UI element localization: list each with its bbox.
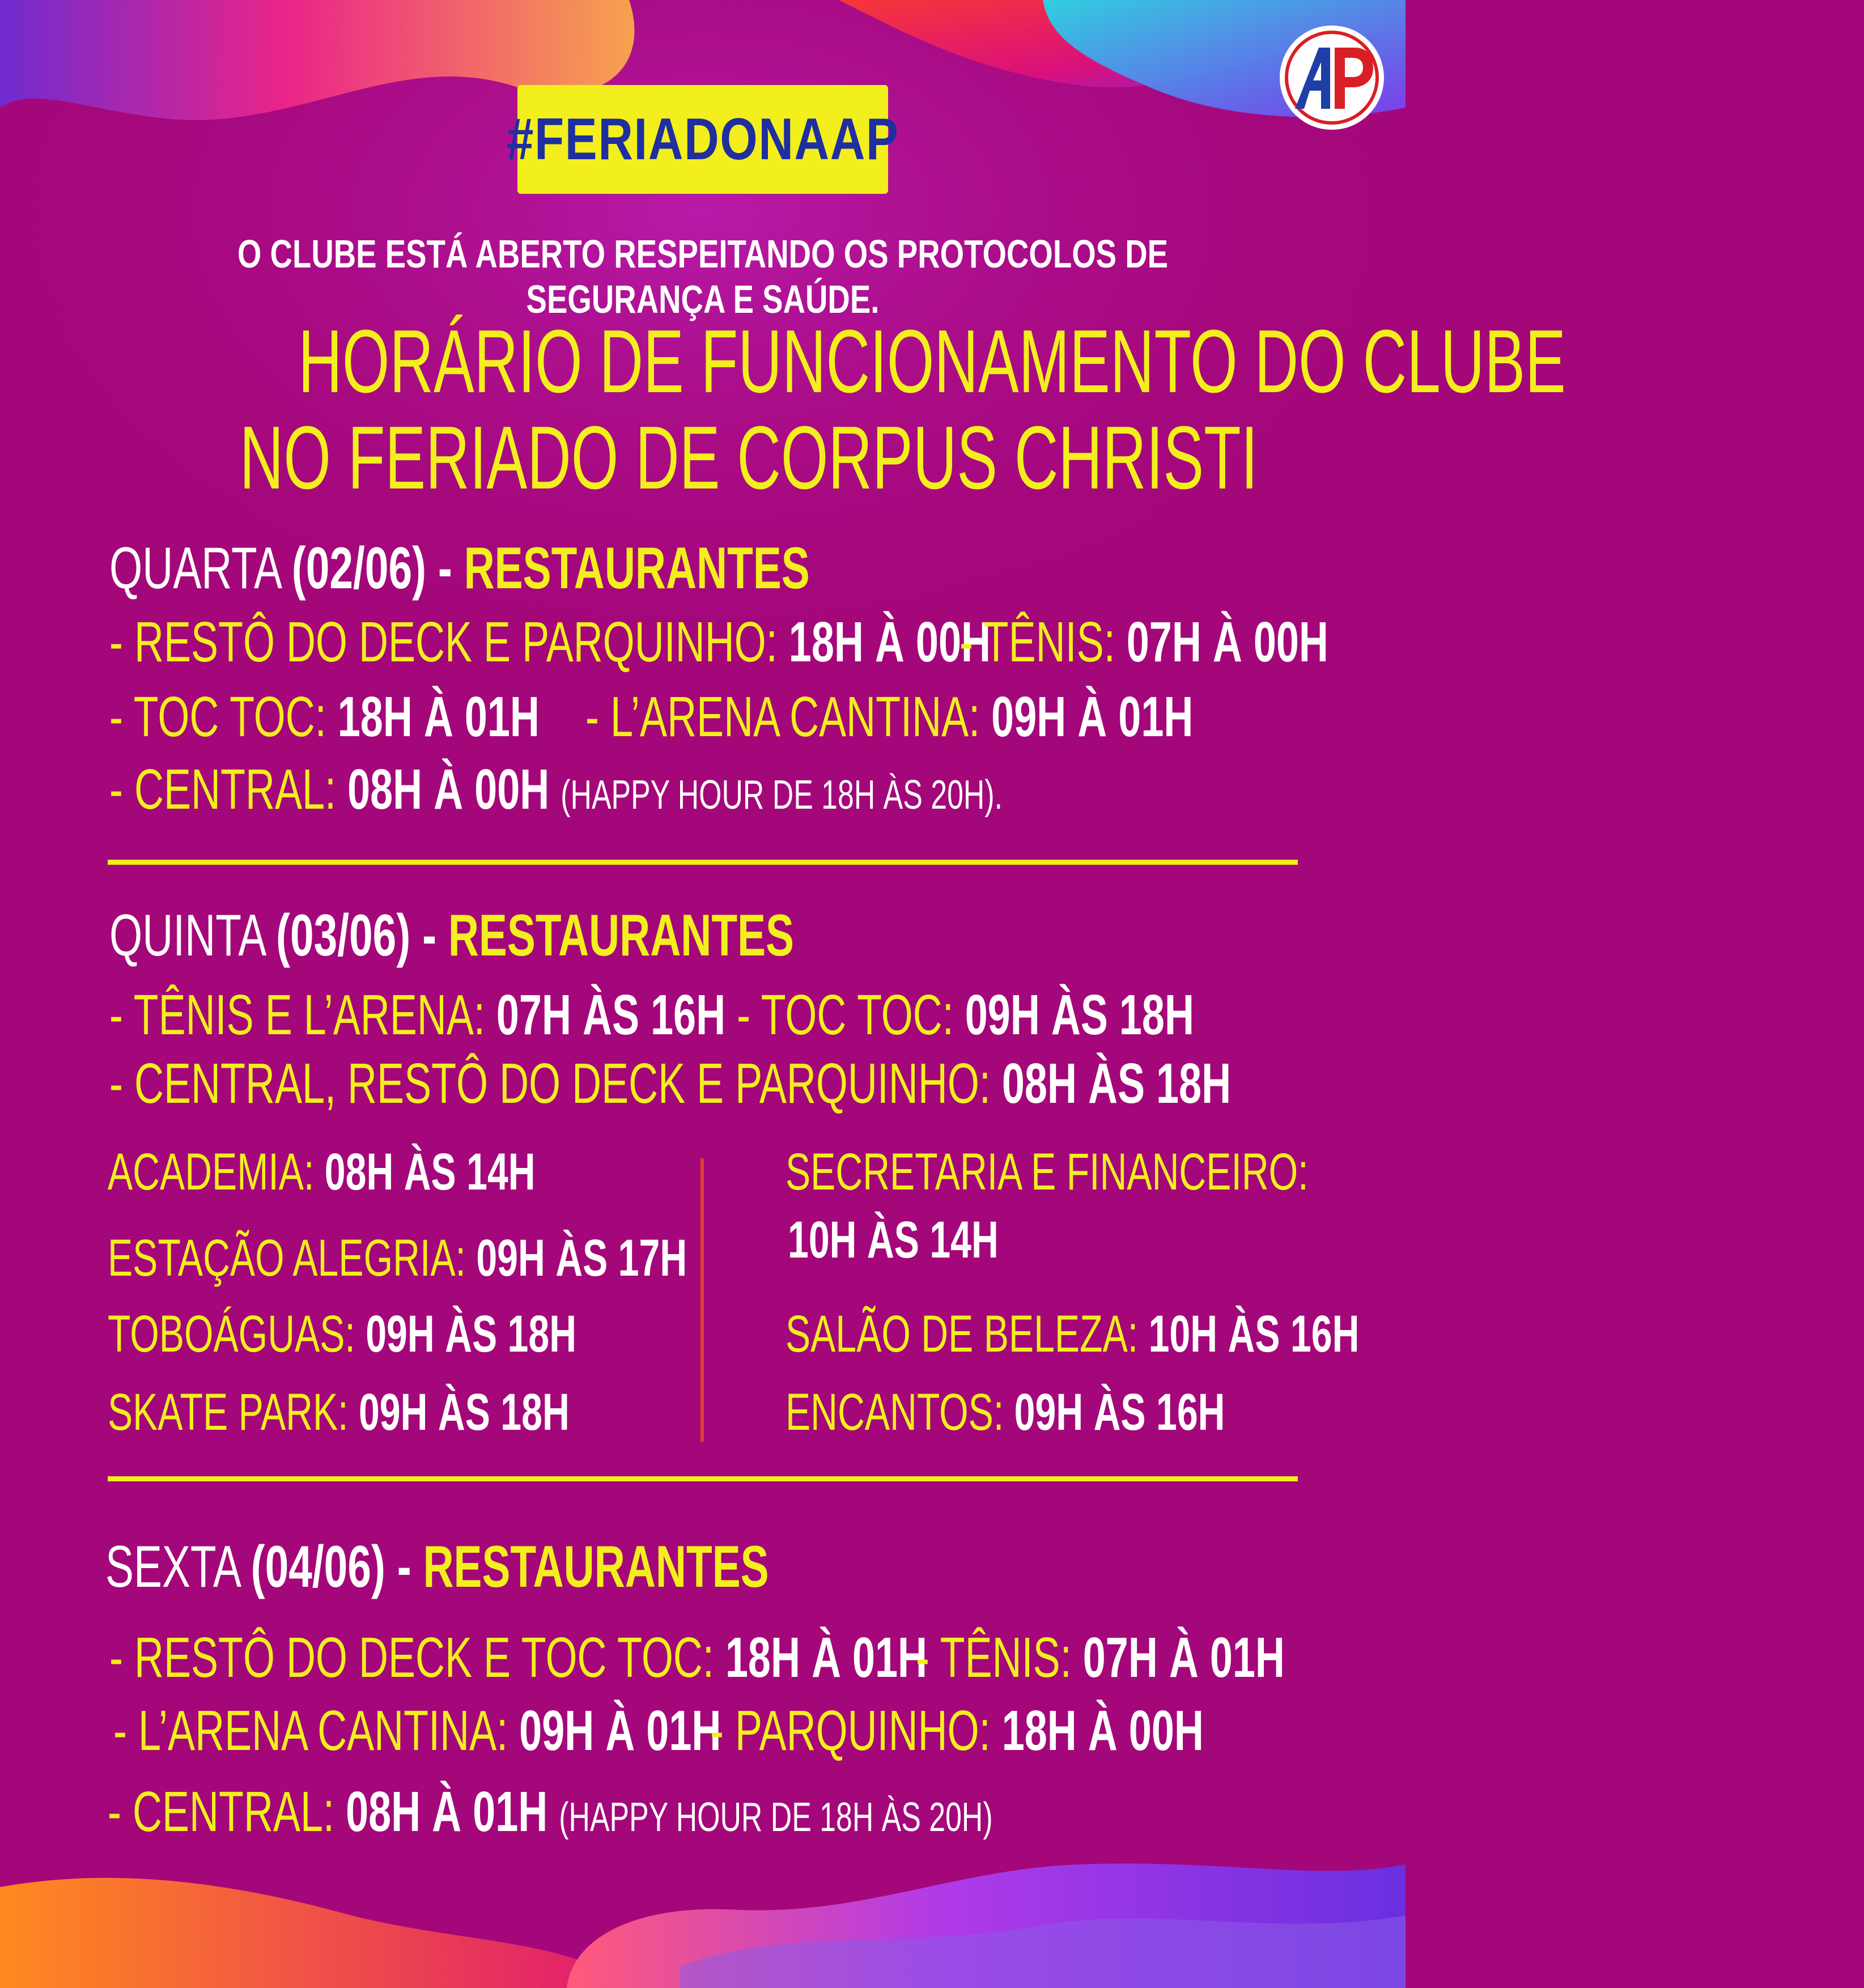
estacao-alegria-time: 09H ÀS 17H [476, 1229, 687, 1287]
encantos-time: 09H ÀS 16H [1014, 1383, 1225, 1441]
estacao-alegria-row [108, 1229, 687, 1288]
title-line-2 [0, 407, 1406, 509]
academia-time: 08H ÀS 14H [324, 1143, 536, 1201]
quinta-toc-time: 09H ÀS 18H [965, 983, 1194, 1047]
sexta-tenis-label: - TÊNIS: [916, 1626, 1072, 1689]
sexta-arena-label: - L’ARENA CANTINA: [113, 1699, 508, 1762]
sexta-deck-row [109, 1625, 927, 1690]
salao-label: SALÃO DE BELEZA: [785, 1305, 1139, 1363]
skate-park-label: SKATE PARK: [108, 1383, 349, 1441]
club-logo [1278, 24, 1386, 131]
title-line-1 [0, 311, 1566, 413]
toboaguas-time: 09H ÀS 18H [366, 1305, 577, 1363]
sexta-tenis-time: 07H À 01H [1082, 1626, 1285, 1689]
sexta-date: (04/06) - [250, 1534, 411, 1600]
quarta-toc-label: - TOC TOC: [109, 685, 326, 749]
quarta-date: (02/06) - [291, 536, 452, 601]
subtitle-text: O CLUBE ESTÁ ABERTO RESPEITANDO OS PROTOCOLOS DE SEGURANÇA E SAÚDE. [237, 232, 1169, 321]
quarta-deck-time: 18H À 00H [788, 610, 991, 674]
quinta-central-row [109, 1051, 1231, 1116]
sexta-central-time: 08H À 01H [346, 1780, 548, 1843]
encantos-row [785, 1383, 1225, 1442]
quinta-toc-row [737, 983, 1194, 1048]
sexta-heading [105, 1534, 769, 1601]
quinta-day: QUINTA [109, 903, 265, 968]
column-separator [700, 1158, 704, 1442]
academia-row [108, 1142, 536, 1202]
quinta-tenis-row [109, 983, 725, 1048]
divider-2 [108, 1476, 1298, 1481]
toboaguas-row [108, 1305, 576, 1364]
sexta-parquinho-time: 18H À 00H [1001, 1699, 1204, 1762]
quarta-central-note: (HAPPY HOUR DE 18H ÀS 20H). [561, 772, 1003, 818]
sexta-parquinho-label: - PARQUINHO: [710, 1699, 991, 1762]
quarta-section: RESTAURANTES [464, 536, 810, 601]
title-line-1-text: HORÁRIO DE FUNCIONAMENTO DO CLUBE [298, 312, 1566, 411]
quinta-date: (03/06) - [276, 903, 437, 968]
skate-park-row [108, 1383, 570, 1442]
skate-park-time: 09H ÀS 18H [358, 1383, 570, 1441]
sexta-parquinho-row [710, 1698, 1204, 1764]
sexta-arena-time: 09H À 01H [519, 1699, 721, 1762]
sexta-central-label: - CENTRAL: [108, 1780, 335, 1843]
title-line-2-text: NO FERIADO DE CORPUS CHRISTI [239, 408, 1258, 508]
sexta-deck-label: - RESTÔ DO DECK E TOC TOC: [109, 1626, 714, 1689]
quinta-central-label: - CENTRAL, RESTÔ DO DECK E PARQUINHO: [109, 1052, 991, 1115]
sexta-arena-row [113, 1698, 721, 1764]
sexta-tenis-row [916, 1625, 1285, 1690]
sexta-section: RESTAURANTES [423, 1534, 769, 1600]
quarta-arena-time: 09H À 01H [991, 685, 1194, 749]
quarta-toc-time: 18H À 01H [337, 685, 540, 749]
quarta-toc-row [109, 685, 540, 750]
quarta-tenis-label: - TÊNIS: [959, 610, 1115, 674]
secretaria-label-row [785, 1142, 1309, 1202]
quinta-heading [109, 902, 794, 970]
quarta-central-row [109, 757, 1003, 822]
quarta-central-label: - CENTRAL: [109, 758, 337, 821]
toboaguas-label: TOBOÁGUAS: [108, 1305, 355, 1363]
quarta-heading [109, 535, 810, 602]
secretaria-label: SECRETARIA E FINANCEIRO: [785, 1143, 1309, 1201]
quarta-arena-label: - L’ARENA CANTINA: [585, 685, 980, 749]
quinta-toc-label: - TOC TOC: [737, 983, 954, 1047]
subtitle [0, 231, 1406, 322]
estacao-alegria-label: ESTAÇÃO ALEGRIA: [108, 1229, 466, 1287]
quarta-deck-row [109, 610, 991, 675]
hashtag-text: #FERIADONAAP [506, 106, 899, 172]
quarta-central-time: 08H À 00H [347, 758, 550, 821]
quarta-tenis-row [959, 610, 1328, 675]
quarta-tenis-time: 07H À 00H [1126, 610, 1328, 674]
salao-row [785, 1305, 1359, 1364]
quinta-tenis-time: 07H ÀS 16H [496, 983, 726, 1047]
hashtag-banner [506, 85, 899, 194]
salao-time: 10H ÀS 16H [1148, 1305, 1360, 1363]
quinta-central-time: 08H ÀS 18H [1001, 1052, 1232, 1115]
sexta-day: SEXTA [105, 1534, 239, 1600]
sexta-central-note: (HAPPY HOUR DE 18H ÀS 20H) [559, 1795, 993, 1840]
divider-1 [108, 860, 1298, 865]
quarta-day: QUARTA [109, 536, 280, 601]
sexta-central-row [108, 1779, 993, 1845]
quinta-section: RESTAURANTES [448, 903, 794, 968]
quinta-tenis-label: - TÊNIS E L’ARENA: [109, 983, 485, 1047]
quarta-arena-row [585, 685, 1193, 750]
academia-label: ACADEMIA: [108, 1143, 315, 1201]
sexta-deck-time: 18H À 01H [725, 1626, 928, 1689]
quarta-deck-label: - RESTÔ DO DECK E PARQUINHO: [109, 610, 778, 674]
secretaria-time-row [788, 1210, 999, 1270]
secretaria-time: 10H ÀS 14H [788, 1211, 999, 1269]
encantos-label: ENCANTOS: [785, 1383, 1004, 1441]
